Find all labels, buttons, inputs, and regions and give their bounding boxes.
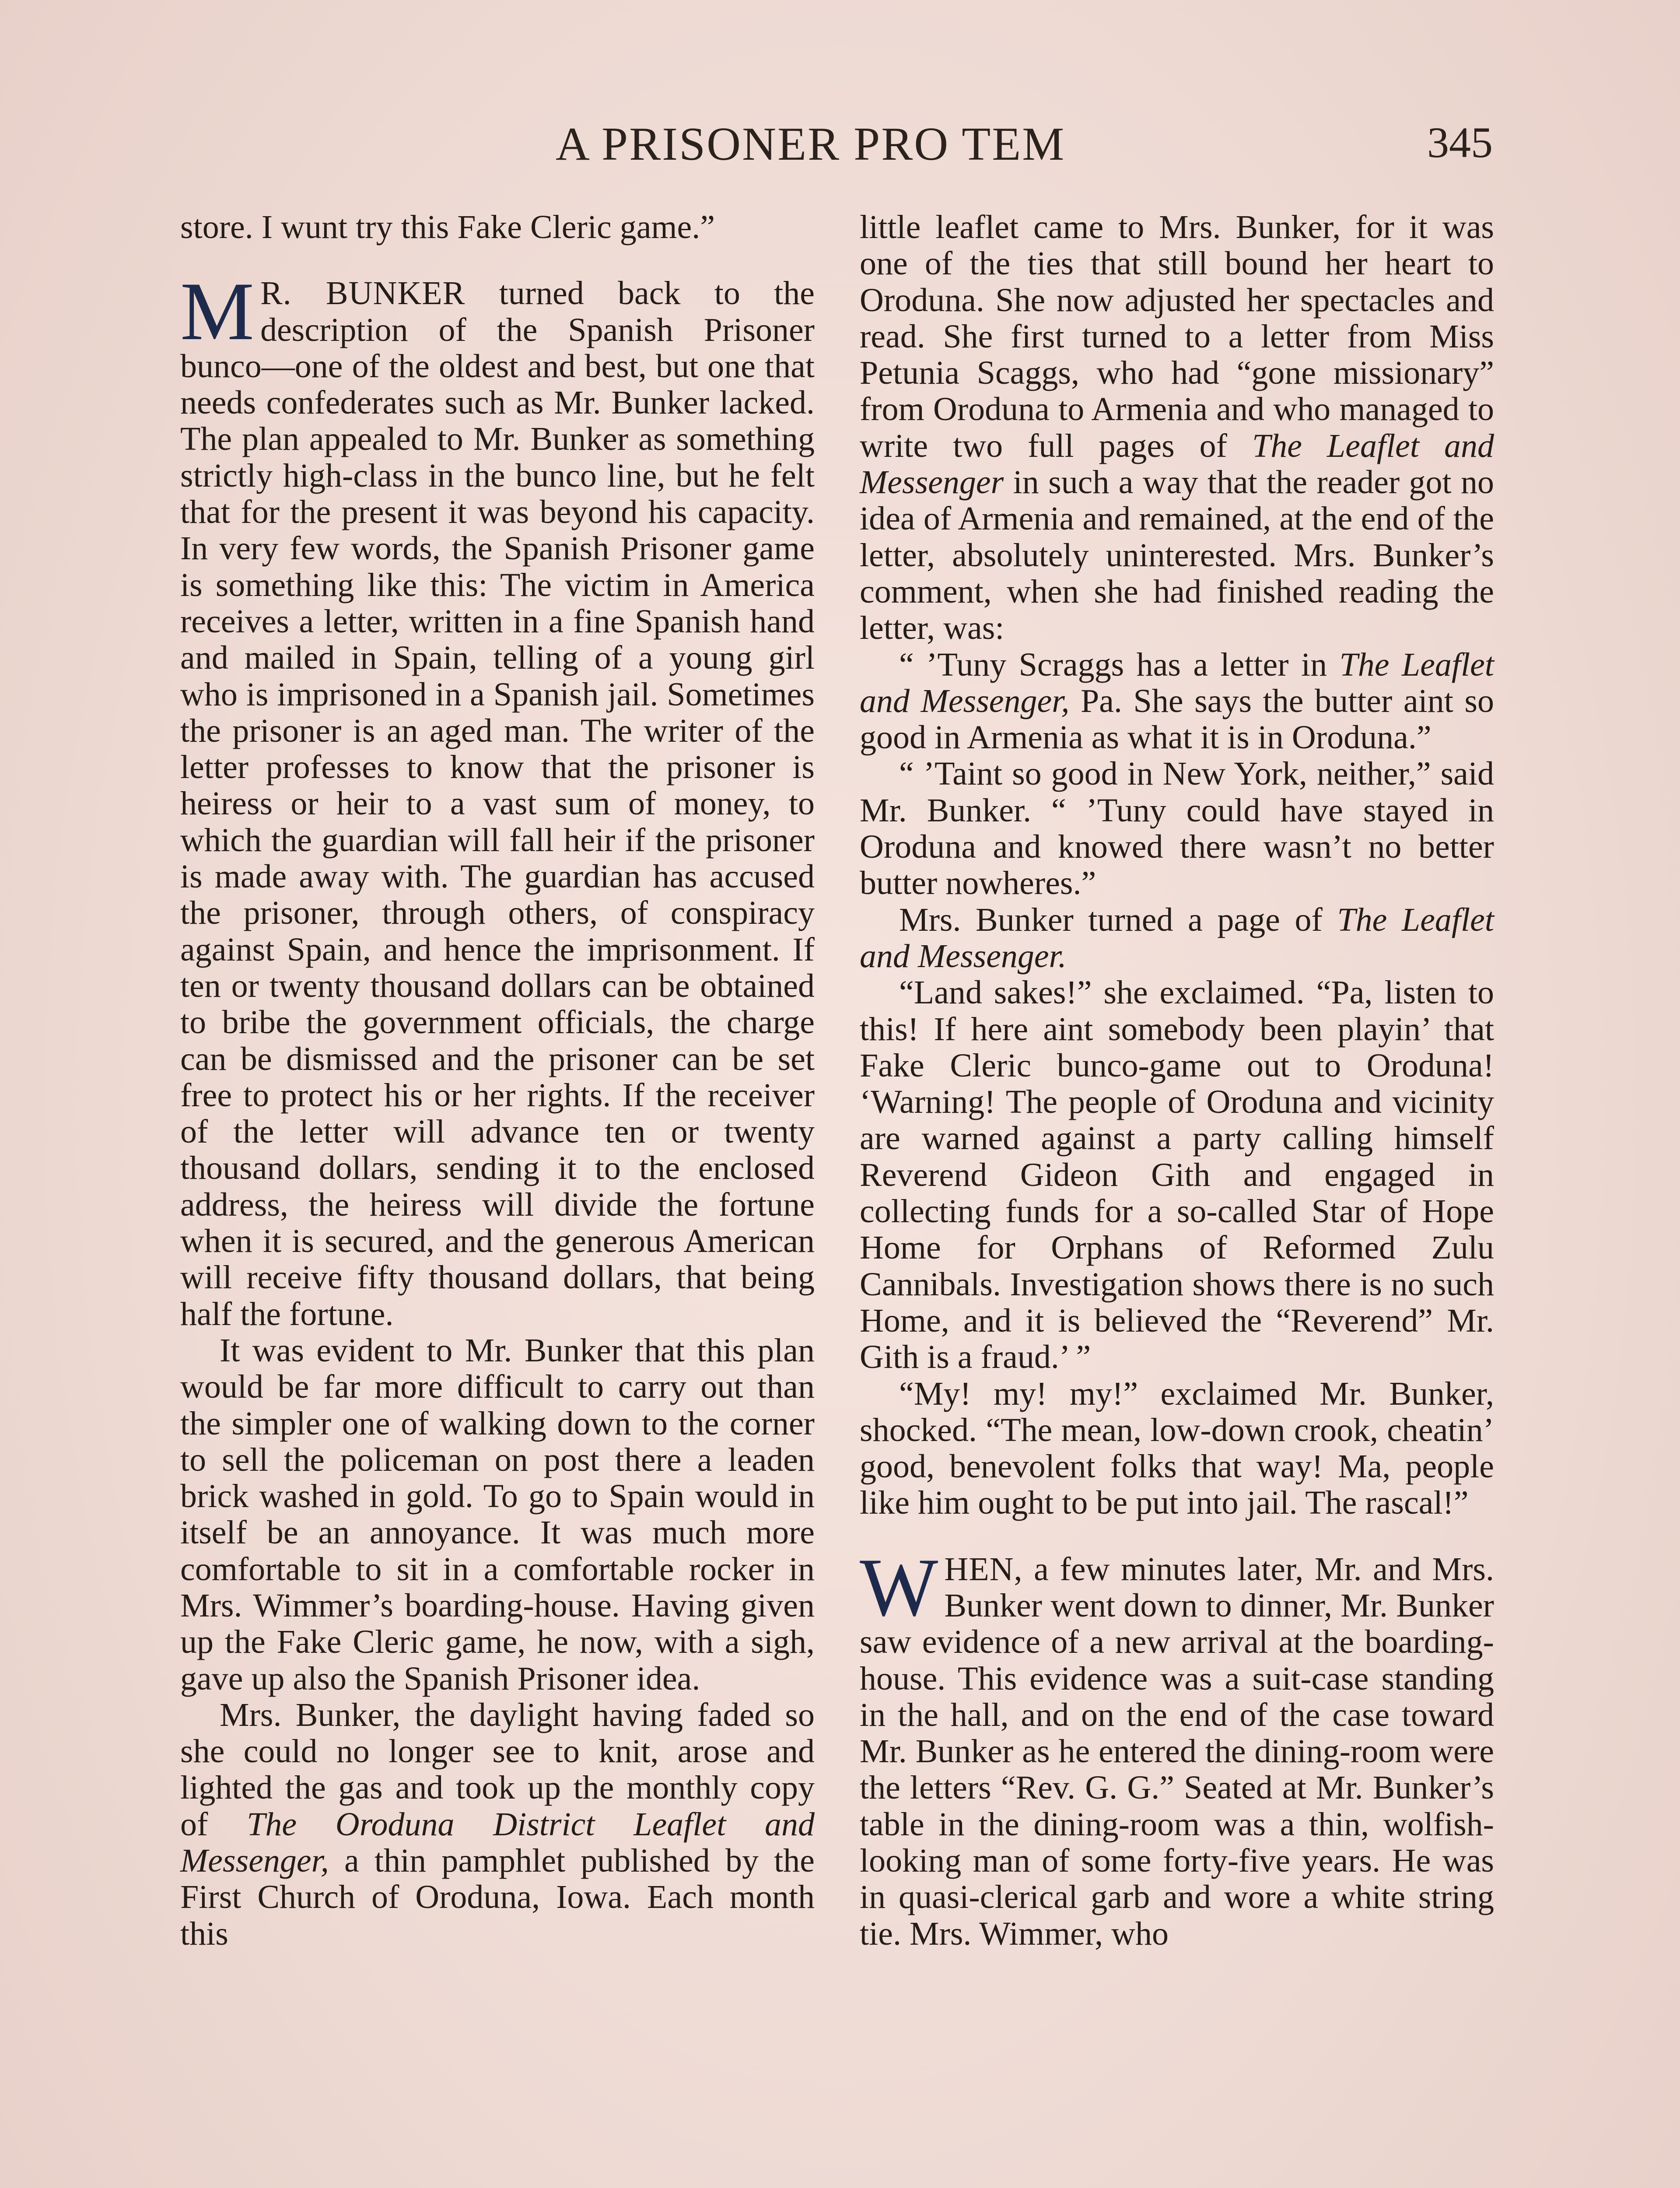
paragraph: “Land sakes!” she exclaimed. “Pa, listen to this! If here aint somebody been playin’ that Fake Cleric bunco-game out to Oroduna! ‘Warning! The people of Oroduna and vicinity are warned against a party calling himself Reverend Gideon Gith and engaged in collecting funds for a so-called Star of Hope Home for Orphans of Reformed Zulu Cannibals. Investigation shows there is no such Home, and it is believed the “Reverend” Mr. Gith is a fraud.’ ” xyxy=(860,974,1494,1376)
running-head-title: A PRISONER PRO TEM xyxy=(556,118,1066,170)
paragraph: “ ’Taint so good in New York, neither,” said Mr. Bunker. “ ’Tuny could have stayed in Oroduna and knowed there wasn’t no better butter nowheres.” xyxy=(860,755,1494,902)
paragraph: “My! my! my!” exclaimed Mr. Bunker, shocked. “The mean, low-down crook, cheatin’ good, benevolent folks that way! Ma, people like him ought to be put into jail. The rascal!” xyxy=(860,1375,1494,1522)
drop-cap-letter: M xyxy=(180,266,254,358)
paragraph xyxy=(860,902,1494,975)
paragraph: It was evident to Mr. Bunker that this plan would be far more difficult to carry out than the simpler one of walking down to the corner to sell the policeman on post there a leaden brick washed in gold. To go to Spain would in itself be an annoyance. It was much more comfortable to sit in a comfortable rocker in Mrs. Wimmer’s boarding-house. Having given up the Fake Cleric game, he now, with a sigh, gave up also the Spanish Prisoner idea. xyxy=(180,1332,815,1697)
left-column xyxy=(180,209,815,1952)
paragraph xyxy=(180,1697,815,1952)
paragraph xyxy=(860,647,1494,756)
paragraph-text: a thin pamphlet published by the First Church of Oroduna, Iowa. Each month this xyxy=(180,1842,815,1952)
paragraph-text: in such a way that the reader got no idea of Armenia and remained, at the end of the letter, absolutely uninterested. Mrs. Bunker’s comment, when she had finished reading the letter, was: xyxy=(860,464,1494,647)
italic-title: The Leaflet and Messenger, xyxy=(860,646,1494,719)
paragraph-text: little leaflet came to Mrs. Bunker, for it was one of the ties that still bound her heart to Oroduna. She now adjusted her spectacles and read. She first turned to a letter from Miss Petunia Scaggs, who had “gone missionary” from Oroduna to Armenia and who managed to write two full pages of xyxy=(860,209,1494,464)
paragraph-text: Mrs. Bunker turned a page of xyxy=(899,901,1337,938)
paragraph-text: Pa. She says the butter aint so good in Armenia as what it is in Oroduna.” xyxy=(860,682,1494,756)
paragraph-text: a few minutes later, Mr. and Mrs. Bunker went down to dinner, Mr. Bunker saw evidence of a new arrival at the boarding-house. This evidence was a suit-case standing in the hall, and on the end of the case toward Mr. Bunker as he entered the dining-room were the letters “Rev. G. G.” Seated at Mr. Bunker’s table in the dining-room was a thin, wolfish-looking man of some forty-five years. He was in quasi-clerical garb and wore a white string tie. Mrs. Wimmer, who xyxy=(860,1550,1494,1952)
paragraph xyxy=(860,209,1494,647)
drop-cap-letter: W xyxy=(860,1541,938,1634)
italic-title: The Oroduna District Leaflet and Messenger, xyxy=(180,1806,815,1879)
page-number: 345 xyxy=(1427,118,1493,167)
paragraph-with-dropcap xyxy=(180,266,815,1332)
small-caps-lead: R. BUNKER xyxy=(260,275,466,312)
small-caps-lead: HEN, xyxy=(944,1550,1023,1588)
paragraph: store. I wunt try this Fake Cleric game.” xyxy=(180,209,715,245)
paragraph-text: Mrs. Bunker, the daylight having faded so she could no longer see to knit, arose and lighted the gas and took up the monthly copy of xyxy=(180,1696,815,1843)
paragraph-text: “ ’Tuny Scraggs has a letter in xyxy=(899,646,1340,683)
right-column xyxy=(860,209,1494,1952)
italic-title: The Leaflet and Messenger xyxy=(860,427,1494,501)
paragraph-text: turned back to the description of the Spanish Prisoner bunco—one of the oldest and best, but one that needs confederates such as Mr. Bunker lacked. The plan appealed to Mr. Bunker as something strictly high-class in the bunco line, but he felt that for the present it was beyond his capacity. In very few words, the Spanish Prisoner game is something like this: The victim in America receives a letter, written in a fine Spanish hand and mailed in Spain, telling of a young girl who is imprisoned in a Spanish jail. Sometimes the prisoner is an aged man. The writer of the letter professes to know that the prisoner is heiress or heir to a vast sum of money, to which the guardian will fall heir if the prisoner is made away with. The guardian has accused the prisoner, through others, of conspiracy against Spain, and hence the imprisonment. If ten or twenty thousand dollars can be obtained to bribe the government officials, the charge can be dismissed and the prisoner can be set free to protect his or her rights. If the receiver of the letter will advance ten or twenty thousand dollars, sending it to the enclosed address, the heiress will divide the fortune when it is secured, and the generous American will receive fifty thousand dollars, that being half the fortune. xyxy=(180,275,815,1332)
paragraph-with-dropcap xyxy=(860,1541,1494,1952)
italic-title: The Leaflet and Messenger. xyxy=(860,901,1494,975)
